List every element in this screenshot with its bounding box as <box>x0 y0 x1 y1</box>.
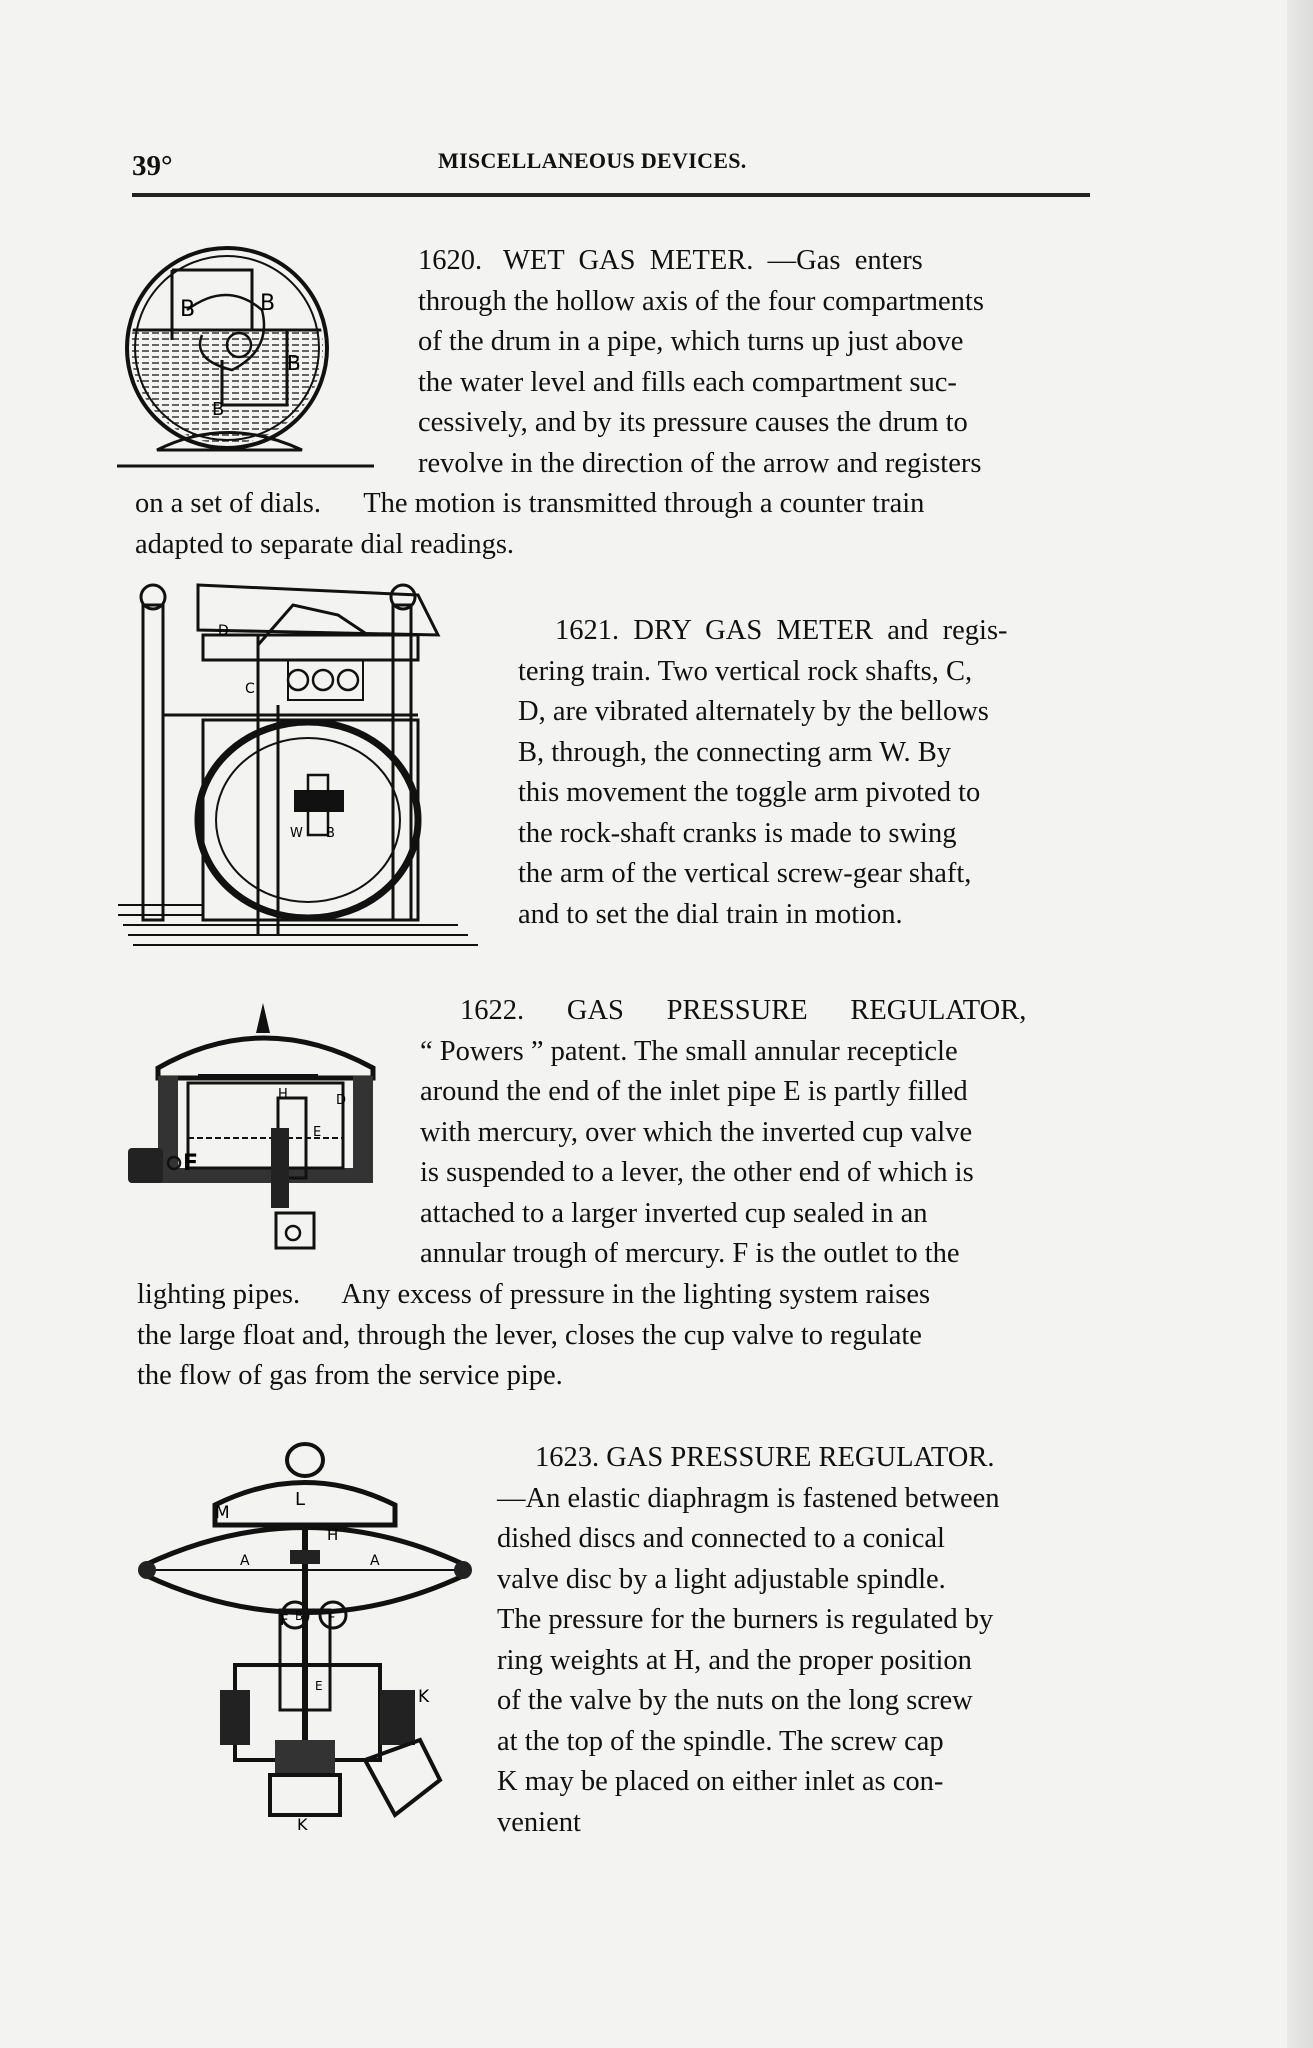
figure-label: E <box>315 1679 323 1693</box>
entry-1620-side-text <box>418 241 1096 484</box>
page-number: 39° <box>132 150 173 182</box>
text-line: ring weights at H, and the proper position <box>497 1644 972 1676</box>
text-line: adapted to separate dial readings. <box>135 528 515 560</box>
figure-label: L <box>295 1489 306 1510</box>
text-line: 1623. GAS PRESSURE REGULATOR. <box>535 1442 995 1473</box>
figure-label: F <box>328 1611 336 1626</box>
text-line: —An elastic diaphragm is fastened between <box>497 1482 1000 1514</box>
text-line: the flow of gas from the service pipe. <box>137 1360 563 1391</box>
text-line: dished discs and connected to a conical <box>497 1523 945 1554</box>
text-line: through the hollow axis of the four compartments <box>418 285 984 317</box>
text-line: the rock-shaft cranks is made to swing <box>518 817 957 849</box>
text-line: attached to a larger inverted cup sealed in an <box>420 1197 928 1229</box>
figure-label: B <box>260 291 276 316</box>
entry-1623-side-text <box>497 1438 1099 1843</box>
figure-label: B <box>180 297 196 322</box>
diaphragm-regulator-figure <box>135 1440 480 1840</box>
figure-label: B <box>295 1609 304 1623</box>
figure-label: W <box>290 826 303 841</box>
entry-1621-side-text <box>518 611 1098 935</box>
text-line: cessively, and by its pressure causes the drum to <box>418 407 968 438</box>
figure-label: F <box>183 1151 199 1176</box>
figure-label: A <box>240 1553 250 1569</box>
figure-label: B <box>287 351 301 375</box>
text-line: this movement the toggle arm pivoted to <box>518 777 981 808</box>
text-line: with mercury, over which the inverted cup valve <box>420 1116 973 1148</box>
text-line: around the end of the inlet pipe E is partly filled <box>420 1076 968 1107</box>
figure-label: F <box>280 1611 289 1629</box>
figure-label: B <box>326 826 335 841</box>
entry-1620-full-text <box>135 484 1095 565</box>
text-line: D, are vibrated alternately by the bellows <box>518 696 989 727</box>
dry-gas-meter-figure <box>118 575 478 975</box>
text-line: “ Powers ” patent. The small annular recepticle <box>420 1035 958 1067</box>
page-edge <box>1287 0 1313 2048</box>
text-line: B, through, the connecting arm W. By <box>518 736 951 768</box>
text-line: 1622. GAS PRESSURE REGULATOR, <box>460 995 1027 1026</box>
figure-label: B <box>212 399 225 420</box>
text-line: and to set the dial train in motion. <box>518 898 903 930</box>
figure-label: K <box>418 1687 430 1707</box>
text-line: The pressure for the burners is regulated by <box>497 1604 994 1635</box>
text-line: of the valve by the nuts on the long screw <box>497 1685 973 1716</box>
figure-label: E <box>313 1125 322 1140</box>
entry-1622-side-text <box>420 991 1098 1275</box>
text-line: 1620. WET GAS METER. —Gas enters <box>418 245 923 276</box>
text-line: venient <box>497 1806 581 1838</box>
text-line: annular trough of mercury. F is the outlet to the <box>420 1238 960 1269</box>
figure-label: D <box>336 1093 347 1108</box>
text-line: valve disc by a light adjustable spindle. <box>497 1563 946 1595</box>
figure-label: M <box>215 1503 230 1523</box>
figure-label: H <box>327 1526 339 1544</box>
header-rule <box>132 193 1090 197</box>
text-line: revolve in the direction of the arrow and registers <box>418 447 982 479</box>
wet-gas-meter-figure <box>112 240 382 472</box>
text-line: the large float and, through the lever, closes the cup valve to regulate <box>137 1319 922 1351</box>
text-line: the arm of the vertical screw-gear shaft, <box>518 858 972 889</box>
text-line: at the top of the spindle. The screw cap <box>497 1725 944 1757</box>
figure-label: D <box>218 623 229 639</box>
entry-1622-full-text <box>137 1275 1097 1397</box>
text-line: lighting pipes. Any excess of pressure in the lighting system raises <box>137 1279 931 1310</box>
text-line: is suspended to a lever, the other end of which is <box>420 1157 974 1188</box>
figure-label: A <box>370 1553 380 1569</box>
text-line: the water level and fills each compartment suc- <box>418 366 957 398</box>
figure-label: C <box>245 681 255 697</box>
powers-regulator-figure <box>128 998 393 1268</box>
text-line: tering train. Two vertical rock shafts, C, <box>518 655 973 687</box>
running-title: MISCELLANEOUS DEVICES. <box>438 148 747 173</box>
text-line: K may be placed on either inlet as con- <box>497 1766 944 1797</box>
figure-label: K <box>297 1815 308 1834</box>
text-line: 1621. DRY GAS METER and regis- <box>555 615 1008 646</box>
figure-label: H <box>278 1087 288 1102</box>
text-line: of the drum in a pipe, which turns up just above <box>418 326 964 357</box>
text-line: on a set of dials. The motion is transmitted through a counter train <box>135 488 925 519</box>
